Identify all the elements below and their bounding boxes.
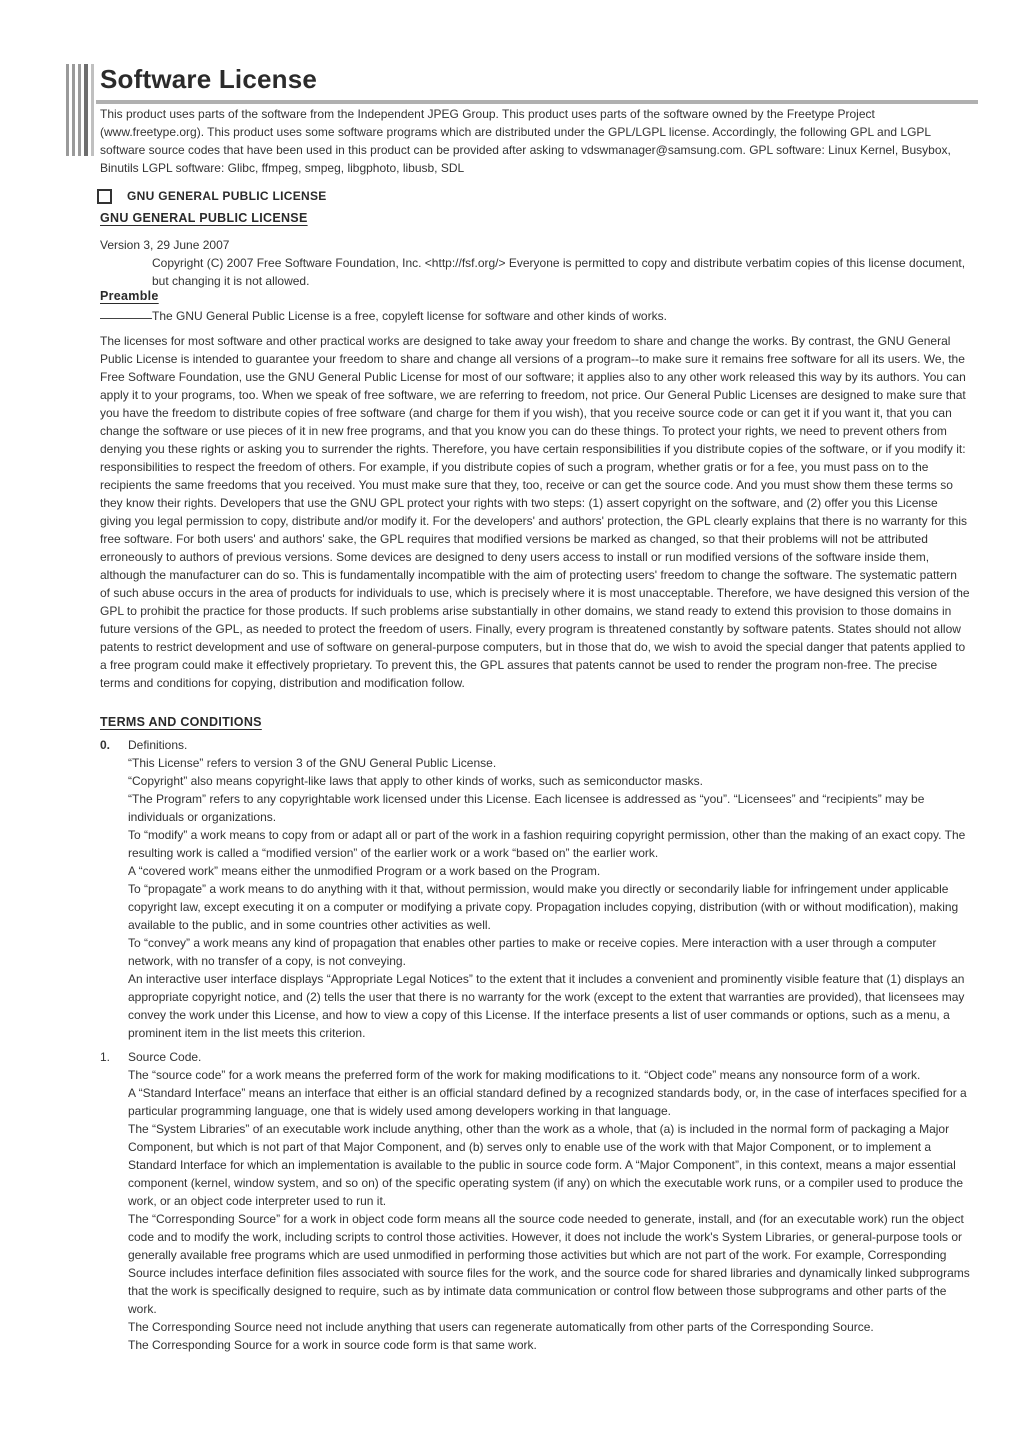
source-code-paragraph: The Corresponding Source need not include anything that users can regenerate automatically from other parts of the Corresponding Source. — [128, 1320, 874, 1334]
section-0-label: Definitions. — [128, 738, 188, 752]
section-1-number: 1. — [100, 1050, 111, 1064]
section-0-definitions — [128, 754, 968, 1042]
definition-paragraph: “Copyright” also means copyright-like laws that apply to other kinds of works, such as semiconductor masks. — [128, 774, 703, 788]
title-decoration — [66, 64, 94, 156]
checkbox-icon — [97, 189, 112, 204]
section-0-number: 0. — [100, 738, 111, 752]
definition-paragraph: To “convey” a work means any kind of propagation that enables other parties to make or receive copies. Mere interaction with a user through a computer network, with no transfer of a copy, is not conveying. — [128, 936, 937, 968]
definition-paragraph: “This License” refers to version 3 of the GNU General Public License. — [128, 756, 497, 770]
intro-paragraph: This product uses parts of the software from the Independent JPEG Group. This product uses parts of the software owned by the Freetype Project (www.freetype.org). This product uses some software programs which are distributed under the GPL/LGPL license. Accordingly, the following GPL and LGPL software source codes that have been used in this product can be provided after asking to vdswmanager@samsung.com. GPL software: Linux Kernel, Busybox, Binutils LGPL software: Glibc, ffmpeg, smpeg, libgphoto, libusb, SDL — [100, 107, 951, 175]
preamble-body: The licenses for most software and other practical works are designed to take away your freedom to share and change the works. By contrast, the GNU General Public License is intended to guarantee your freedom to share and change all versions of a program--to make sure it remains free software for all its users. We, the Free Software Foundation, use the GNU General Public License for most of our software; it applies also to any other work released this way by its authors. You can apply it to your programs, too. When we speak of free software, we are referring to freedom, not price. Our General Public Licenses are designed to make sure that you have the freedom to distribute copies of free software (and charge for them if you wish), that you receive source code or can get it if you want it, that you can change the software or use pieces of it in new free programs, and that you know you can do these things. To protect your rights, we need to prevent others from denying you these rights or asking you to surrender the rights. Therefore, you have certain responsibilities if you distribute copies of the software, or if you modify it: responsibilities to respect the freedom of others. For example, if you distribute copies of such a program, whether gratis or for a fee, you must pass on to the recipients the same freedoms that you received. You must make sure that they, too, receive or can get the source code. And you must show them these terms so they know their rights. Developers that use the GNU GPL protect your rights with two steps: (1) assert copyright on the software, and (2) offer you this License giving you legal permission to copy, distribute and/or modify it. For the developers' and authors' protection, the GPL clearly explains that there is no warranty for this free software. For both users' and authors' sake, the GPL requires that modified versions be marked as changed, so that their problems will not be attributed erroneously to authors of previous versions. Some devices are designed to deny users access to install or run modified versions of the software inside them, although the manufacturer can do so. This is fundamentally incompatible with the aim of protecting users' freedom to change the software. The systematic pattern of such abuse occurs in the area of products for individuals to use, which is precisely where it is most unacceptable. Therefore, we have designed this version of the GPL to prohibit the practice for those products. If such problems arise substantially in other domains, we stand ready to extend this provision to those domains in future versions of the GPL, as needed to protect the freedom of users. Finally, every program is threatened constantly by software patents. States should not allow patents to restrict development and use of software on general-purpose computers, but in those that do, we wish to avoid the special danger that patents applied to a free program could make it effectively proprietary. To prevent this, the GPL assures that patents cannot be used to render the program non-free. The precise terms and conditions for copying, distribution and modification follow. — [100, 334, 970, 690]
gpl-heading: GNU GENERAL PUBLIC LICENSE — [127, 189, 327, 203]
definition-paragraph: “The Program” refers to any copyrightable work licensed under this License. Each licensee is addressed as “you”. “Licensees” and “recipients” may be individuals or organizations. — [128, 792, 925, 824]
definition-paragraph: A “covered work” means either the unmodified Program or a work based on the Program. — [128, 864, 601, 878]
definition-paragraph: To “modify” a work means to copy from or adapt all or part of the work in a fashion requiring copyright permission, other than the making of an exact copy. The resulting work is called a “modified version” of the earlier work or a work “based on” the earlier work. — [128, 828, 966, 860]
source-code-paragraph: The “source code” for a work means the preferred form of the work for making modifications to it. “Object code” means any nonsource form of a work. — [128, 1068, 921, 1082]
definition-paragraph: An interactive user interface displays “Appropriate Legal Notices” to the extent that it includes a convenient and prominently visible feature that (1) displays an appropriate copyright notice, and (2) tells the user that there is no warranty for the work (except to the extent that warranties are provided), that licensees may convey the work under this License, and how to view a copy of this License. If the interface presents a list of user commands or options, such as a menu, a prominent item in the list meets this criterion. — [128, 972, 965, 1040]
page-title: Software License — [100, 64, 318, 94]
copyright-notice: Copyright (C) 2007 Free Software Foundation, Inc. <http://fsf.org/> Everyone is permitted to copy and distribute verbatim copies of this license document, but changing it is not allowed. — [152, 256, 966, 288]
preamble-heading: Preamble — [100, 289, 159, 303]
version-line: Version 3, 29 June 2007 — [100, 238, 230, 252]
source-code-paragraph: The “Corresponding Source” for a work in object code form means all the source code needed to generate, install, and (for an executable work) run the object code and to modify the work, including scripts to control those activities. However, it does not include the work's System Libraries, or general-purpose tools or generally available free programs which are used unmodified in performing those activities but which are not part of the work. For example, Corresponding Source includes interface definition files associated with source files for the work, and the source code for shared libraries and dynamically linked subprograms that the work is specifically designed to require, such as by intimate data communication or control flow between those subprograms and other parts of the work. — [128, 1212, 970, 1316]
section-1-label: Source Code. — [128, 1050, 202, 1064]
source-code-paragraph: A “Standard Interface” means an interface that either is an official standard defined by a recognized standards body, or, in the case of interfaces specified for a particular programming language, one that is widely used among developers working in that language. — [128, 1086, 967, 1118]
definition-paragraph: To “propagate” a work means to do anything with it that, without permission, would make you directly or secondarily liable for infringement under applicable copyright law, except executing it on a computer or modifying a private copy. Propagation includes copying, distribution (with or without modification), making available to the public, and in some countries other activities as well. — [128, 882, 959, 932]
source-code-paragraph: The “System Libraries” of an executable work include anything, other than the work as a whole, that (a) is included in the normal form of packaging a Major Component, but which is not part of that Major Component, and (b) serves only to enable use of the work with that Major Component, or to implement a Standard Interface for which an implementation is available to the public in source code form. A “Major Component”, in this context, means a major essential component (kernel, window system, and so on) of the specific operating system (if any) on which the executable work runs, or a compiler used to produce the work, or an object code interpreter used to run it. — [128, 1122, 964, 1208]
preamble-intro: The GNU General Public License is a free, copyleft license for software and other kinds of works. — [152, 309, 667, 323]
source-code-paragraph: The Corresponding Source for a work in source code form is that same work. — [128, 1338, 537, 1352]
gpl-subheading: GNU GENERAL PUBLIC LICENSE — [100, 211, 308, 225]
terms-heading: TERMS AND CONDITIONS — [100, 715, 262, 729]
section-1-source-code — [128, 1066, 970, 1354]
preamble-rule — [100, 318, 152, 319]
title-underline — [96, 100, 978, 104]
